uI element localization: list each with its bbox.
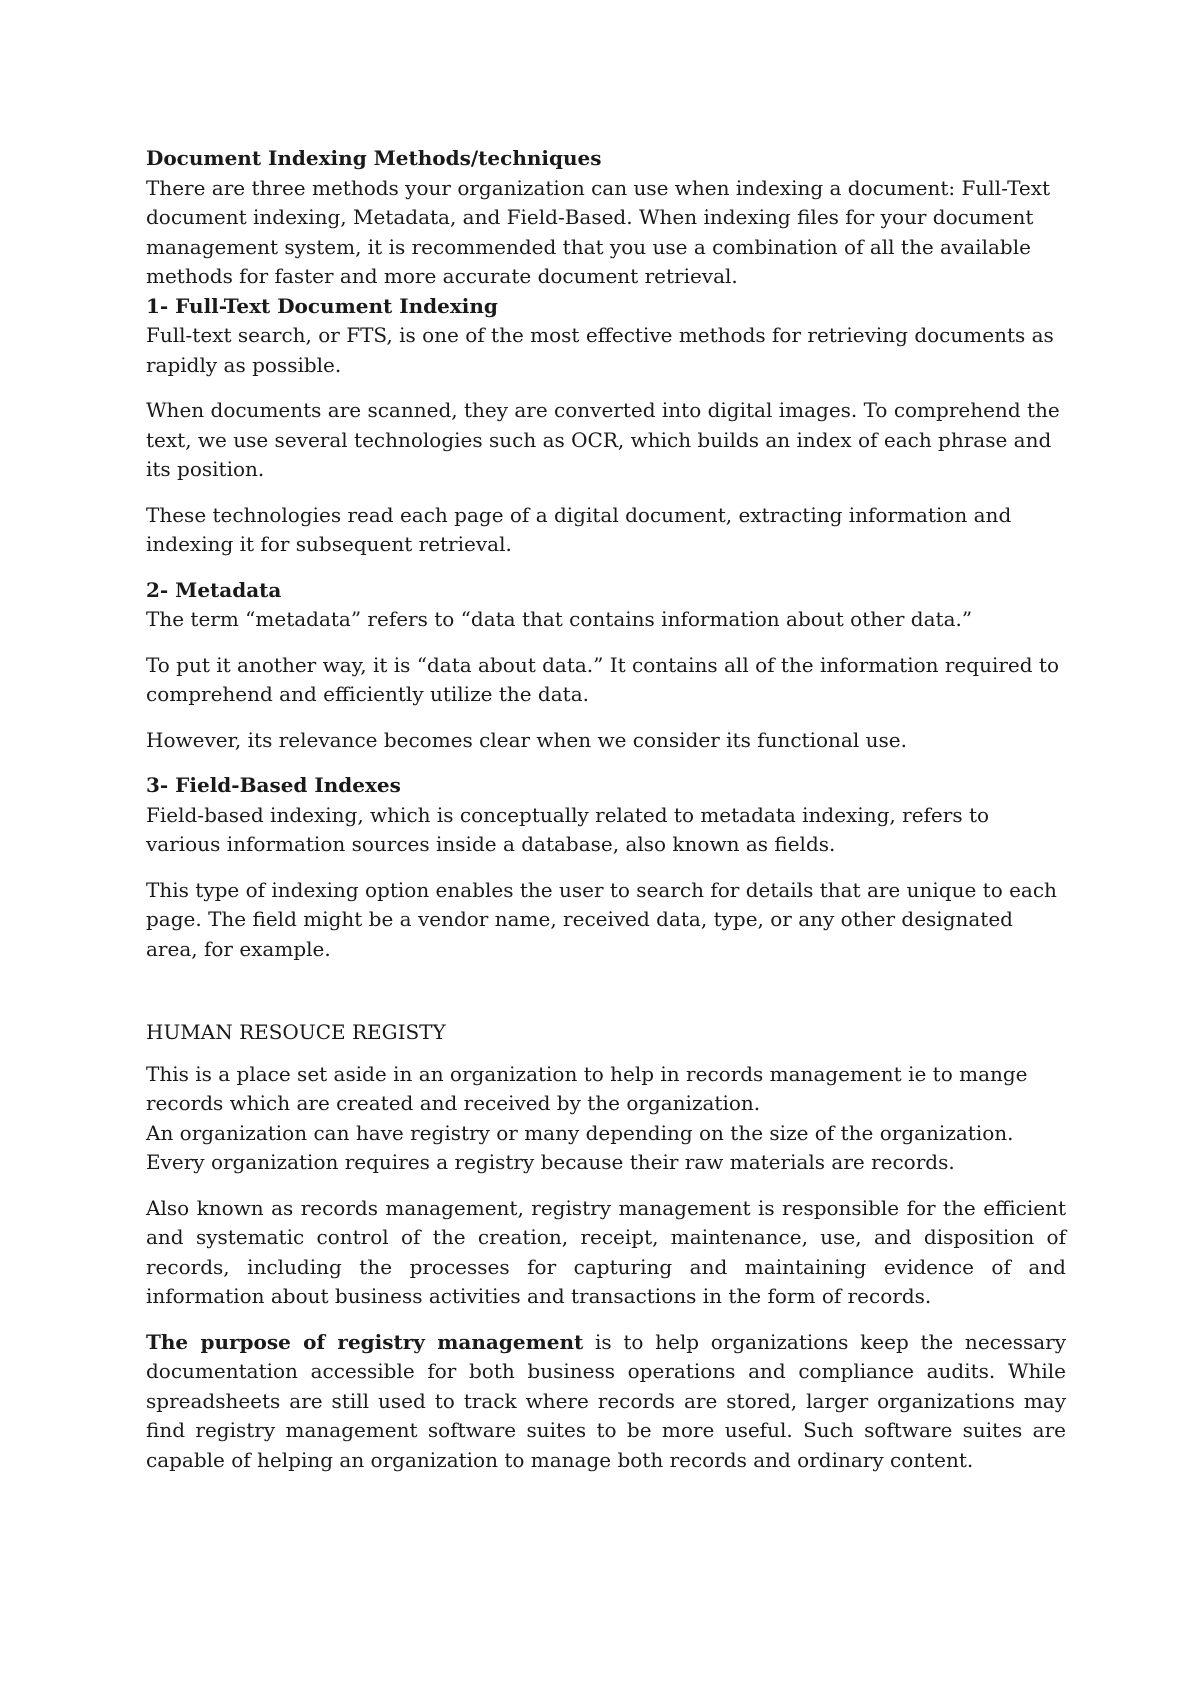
section-paragraph: Field-based indexing, which is conceptually related to metadata indexing, refers to various information sources inside a database, also known as fields. [146, 802, 990, 856]
intro-paragraph: There are three methods your organization can use when indexing a document: Full-Text document indexing, Metadata, and Field-Based. When indexing files for your document management system, it is recommended that you use a combination of all the available methods for faster and more accurate document retrieval. [146, 175, 1051, 288]
registry-purpose-bold: The purpose of registry management [146, 1329, 584, 1354]
section-paragraph: Full-text search, or FTS, is one of the most effective methods for retrieving documents as rapidly as possible. [146, 323, 1054, 377]
section-heading-full-text: 1- Full-Text Document Indexing [146, 293, 498, 318]
document-page [146, 144, 1066, 1491]
section-heading-field-based: 3- Field-Based Indexes [146, 773, 401, 797]
section-paragraph: When documents are scanned, they are converted into digital images. To comprehend the text, we use several technologies such as OCR, which builds an index of each phrase and its position. [146, 398, 1060, 481]
registry-purpose-text: is to help organizations keep the necessary documentation accessible for both business operations and compliance audits. While spreadsheets are still used to track where records are stored, larger organizations may find registry management software suites to be more useful. Such software suites are capable of helping an organization to manage both records and ordinary content. [146, 1329, 1066, 1472]
registry-paragraph: Also known as records management, registry management is responsible for the efficient and systematic control of the creation, receipt, maintenance, use, and disposition of records, including the processes for capturing and maintaining evidence of and information about business activities and transactions in the form of records. [146, 1195, 1066, 1308]
section-paragraph: To put it another way, it is “data about data.” It contains all of the information required to comprehend and efficiently utilize the data. [146, 652, 1059, 706]
registry-paragraph: An organization can have registry or many depending on the size of the organization. Every organization requires a registry because their raw materials are records. [146, 1120, 1014, 1174]
registry-paragraph: This is a place set aside in an organization to help in records management ie to mange records which are created and received by the organization. [146, 1061, 1028, 1115]
registry-purpose-paragraph [146, 1328, 1066, 1476]
section-paragraph: This type of indexing option enables the user to search for details that are unique to each page. The field might be a vendor name, received data, type, or any other designated area, for example. [146, 877, 1057, 961]
section-paragraph: These technologies read each page of a digital document, extracting information and indexing it for subsequent retrieval. [146, 502, 1012, 556]
section-paragraph: The term “metadata” refers to “data that contains information about other data.” [146, 607, 973, 631]
document-title: Document Indexing Methods/techniques [146, 146, 602, 170]
registry-title: HUMAN RESOUCE REGISTY [146, 1020, 446, 1044]
section-heading-metadata: 2- Metadata [146, 577, 282, 602]
section-paragraph: However, its relevance becomes clear when we consider its functional use. [146, 727, 907, 752]
